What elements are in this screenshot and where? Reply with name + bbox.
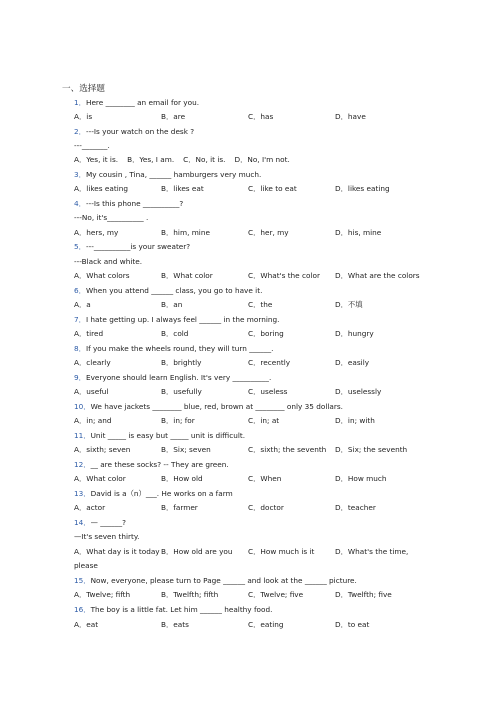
question-number: 2． — [74, 127, 86, 136]
option-b[interactable]: B．brightly — [161, 358, 202, 367]
question-10 — [74, 402, 343, 412]
option-d[interactable]: D．uselessly — [335, 387, 382, 396]
option-d[interactable]: D．不填 — [335, 300, 363, 309]
option-b[interactable]: B．Six; seven — [161, 445, 211, 454]
question-number: 4． — [74, 199, 86, 208]
option-c[interactable]: C．What's the color — [248, 271, 320, 280]
question-3 — [74, 170, 261, 180]
question-11 — [74, 431, 245, 441]
question-15-options — [74, 590, 474, 600]
option-a[interactable]: A．tired — [74, 329, 104, 338]
option-b[interactable]: B．What color — [161, 271, 213, 280]
option-b[interactable]: B．How old are you — [161, 547, 233, 556]
option-c[interactable]: C．sixth; the seventh — [248, 445, 327, 454]
option-d[interactable]: D．What's the time, — [335, 547, 409, 556]
option-c[interactable]: C．recently — [248, 358, 291, 367]
question-14-option-wrap: please — [74, 561, 98, 570]
option-a[interactable]: A．What day is it today — [74, 547, 160, 556]
option-d[interactable]: D．to eat — [335, 620, 370, 629]
question-stem: ---__________is your sweater? — [85, 242, 191, 251]
question-7-options — [74, 329, 474, 339]
question-8-options — [74, 358, 474, 368]
option-a[interactable]: A．Yes, it is. — [74, 155, 119, 164]
option-d[interactable]: D．his, mine — [335, 228, 382, 237]
option-b[interactable]: B．How old — [161, 474, 203, 483]
option-a[interactable]: A．likes eating — [74, 184, 129, 193]
option-a[interactable]: A．hers, my — [74, 228, 119, 237]
question-stem: Everyone should learn English. It's very __________. — [85, 373, 272, 382]
question-8 — [74, 344, 273, 354]
option-c[interactable]: C．How much is it — [248, 547, 315, 556]
option-b[interactable]: B．eats — [161, 620, 189, 629]
question-stem: If you make the wheels round, they will turn ______. — [85, 344, 274, 353]
option-c[interactable]: C．like to eat — [248, 184, 297, 193]
option-d[interactable]: D．in; with — [335, 416, 375, 425]
question-number: 3． — [74, 170, 86, 179]
option-d[interactable]: D．Twelfth; five — [335, 590, 392, 599]
question-12-options — [74, 474, 474, 484]
section-title: 一、选择题 — [62, 84, 105, 94]
question-number: 1． — [74, 98, 86, 107]
option-a[interactable]: A．eat — [74, 620, 99, 629]
option-d[interactable]: D．What are the colors — [335, 271, 420, 280]
question-10-options — [74, 416, 474, 426]
question-stem: ---Is this phone __________? — [85, 199, 184, 208]
option-b[interactable]: B．in; for — [161, 416, 195, 425]
question-stem: — ______? — [90, 518, 126, 527]
option-a[interactable]: A．useful — [74, 387, 109, 396]
question-11-options — [74, 445, 474, 455]
option-d[interactable]: D．No, I'm not. — [234, 155, 290, 164]
option-a[interactable]: A．in; and — [74, 416, 112, 425]
question-2-options — [74, 155, 474, 165]
question-5-options — [74, 271, 474, 281]
question-12 — [74, 460, 229, 470]
option-c[interactable]: C．doctor — [248, 503, 284, 512]
option-b[interactable]: B．farmer — [161, 503, 198, 512]
question-stem: __ are these socks? -- They are green. — [90, 460, 229, 469]
question-16-options — [74, 620, 474, 630]
question-number: 14． — [74, 518, 91, 527]
question-number: 16． — [74, 605, 91, 614]
question-14-options — [74, 547, 474, 557]
question-number: 13． — [74, 489, 91, 498]
question-stem: My cousin , Tina, ______ hamburgers very much. — [85, 170, 262, 179]
option-c[interactable]: C．the — [248, 300, 273, 309]
question-14 — [74, 518, 126, 528]
question-4-options — [74, 228, 474, 238]
option-c[interactable]: C．her, my — [248, 228, 289, 237]
question-stem: ---Is your watch on the desk ? — [85, 127, 195, 136]
option-d[interactable]: D．How much — [335, 474, 387, 483]
option-b[interactable]: B．an — [161, 300, 183, 309]
option-a[interactable]: A．sixth; seven — [74, 445, 131, 454]
question-2 — [74, 127, 194, 137]
option-d[interactable]: D．hungry — [335, 329, 374, 338]
option-d[interactable]: D．teacher — [335, 503, 376, 512]
question-9-options — [74, 387, 474, 397]
option-b[interactable]: B．Yes, I am. — [127, 155, 175, 164]
question-1-options — [74, 112, 474, 122]
question-6-options — [74, 300, 474, 310]
question-number: 8． — [74, 344, 86, 353]
question-stem: The boy is a little fat. Let him ______ healthy food. — [90, 605, 273, 614]
question-stem: Unit _____ is easy but _____ unit is difficult. — [90, 431, 246, 440]
option-b[interactable]: B．are — [161, 112, 186, 121]
option-a[interactable]: A．a — [74, 300, 91, 309]
option-a[interactable]: A．Twelve; fifth — [74, 590, 131, 599]
question-number: 11． — [74, 431, 91, 440]
option-c[interactable]: C．in; at — [248, 416, 280, 425]
option-c[interactable]: C．eating — [248, 620, 284, 629]
question-stem: Now, everyone, please turn to Page ______ and look at the ______ picture. — [90, 576, 357, 585]
question-5 — [74, 242, 190, 252]
question-stem: Here ________ an email for you. — [85, 98, 200, 107]
option-c[interactable]: C．No, it is. — [183, 155, 226, 164]
option-d[interactable]: D．have — [335, 112, 366, 121]
question-7 — [74, 315, 279, 325]
question-stem: I hate getting up. I always feel ______ in the morning. — [85, 315, 280, 324]
question-13 — [74, 489, 233, 499]
option-d[interactable]: D．easily — [335, 358, 370, 367]
option-c[interactable]: C．When — [248, 474, 282, 483]
question-number: 10． — [74, 402, 91, 411]
option-c[interactable]: C．boring — [248, 329, 284, 338]
question-number: 9． — [74, 373, 86, 382]
option-a[interactable]: A．What color — [74, 474, 126, 483]
question-number: 7． — [74, 315, 86, 324]
question-16 — [74, 605, 272, 615]
question-stem: We have jackets ________ blue, red, brown at ________ only 35 dollars. — [90, 402, 343, 411]
option-d[interactable]: D．Six; the seventh — [335, 445, 408, 454]
option-c[interactable]: C．useless — [248, 387, 288, 396]
question-3-options — [74, 184, 474, 194]
question-stem: When you attend ______ class, you go to have it. — [85, 286, 263, 295]
option-a[interactable]: A．is — [74, 112, 93, 121]
option-d[interactable]: D．likes eating — [335, 184, 390, 193]
option-a[interactable]: A．What colors — [74, 271, 130, 280]
question-14-line2: —It's seven thirty. — [74, 532, 140, 541]
question-number: 12． — [74, 460, 91, 469]
question-6 — [74, 286, 262, 296]
option-b[interactable]: B．likes eat — [161, 184, 204, 193]
option-c[interactable]: C．Twelve; five — [248, 590, 304, 599]
question-2-line2: ---_______. — [74, 141, 110, 150]
question-4-line2: ---No, it's__________ . — [74, 213, 149, 222]
question-13-options — [74, 503, 474, 513]
question-9 — [74, 373, 271, 383]
option-a[interactable]: A．actor — [74, 503, 106, 512]
question-number: 15． — [74, 576, 91, 585]
option-c[interactable]: C．has — [248, 112, 274, 121]
question-number: 6． — [74, 286, 86, 295]
option-a[interactable]: A．clearly — [74, 358, 111, 367]
question-15 — [74, 576, 357, 586]
option-b[interactable]: B．him, mine — [161, 228, 210, 237]
question-stem: David is a（n）___. He works on a farm — [90, 489, 233, 498]
option-b[interactable]: B．usefully — [161, 387, 202, 396]
option-b[interactable]: B．cold — [161, 329, 189, 338]
question-5-line2: ---Black and white. — [74, 257, 143, 266]
question-1 — [74, 98, 199, 108]
option-b[interactable]: B．Twelfth; fifth — [161, 590, 219, 599]
question-number: 5． — [74, 242, 86, 251]
question-4 — [74, 199, 183, 209]
